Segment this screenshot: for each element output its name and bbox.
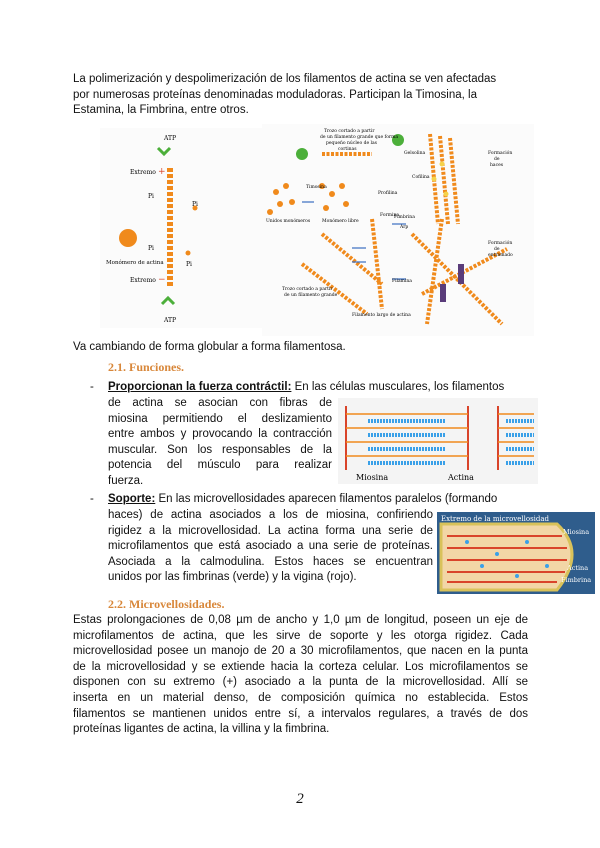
figure-caption: Va cambiando de forma globular a forma filamentosa. xyxy=(73,341,346,353)
bullet-1-line: miosina permitiendo el deslizamiento xyxy=(108,412,332,425)
page-number: 2 xyxy=(296,791,304,807)
bullet-2-line: microfilamentos que está asociado a una serie de proteínas. xyxy=(108,540,433,553)
bullet-1-first-line xyxy=(108,380,528,396)
actin-monomer-icon xyxy=(119,229,137,247)
minus-sign: − xyxy=(158,275,166,285)
actin-binding-proteins-figure xyxy=(262,124,534,336)
fig2-label: Trozo cortado a partir xyxy=(282,287,333,292)
monomero-label: Monómero de actina xyxy=(106,260,164,266)
paragraph-line: inserta en un material denso, de composición química no establecida. Estos xyxy=(73,691,528,704)
fig2-label: Filamento largo de actina xyxy=(352,313,411,318)
paragraph-line: microfilamentos de actina, que les sirve de soporte y les otorga rigidez. Cada xyxy=(73,629,528,642)
bullet-2-first-line xyxy=(108,492,528,508)
bullet-1-line: entre ambos y provocando la contracción xyxy=(108,428,332,441)
bullet-2-text: En las microvellosidades aparecen filamentos paralelos (formando xyxy=(155,493,498,505)
bullet-2-body xyxy=(108,508,433,586)
miosina-label: Miosina xyxy=(356,473,389,482)
paragraph-line: de la microvellosidad y se extiende hacia la corteza celular. Los microfilamentos se xyxy=(73,660,528,673)
fig2-label: Arp xyxy=(400,225,409,230)
fig2-label: cortinas xyxy=(338,147,357,152)
pi-label: Pi xyxy=(192,201,198,208)
bullet-1-body xyxy=(108,396,332,490)
microvellosidades-paragraph xyxy=(73,613,528,738)
bullet-2-line: rigidez a la microvellosidad. La actina forma una serie de xyxy=(108,524,433,537)
fig2-label: Timosina xyxy=(306,185,327,190)
fimbrina-label: Fimbrina xyxy=(561,576,592,584)
microvellosidad-title: Extremo de la microvellosidad xyxy=(441,515,550,523)
miosina-label: Miosina xyxy=(563,528,590,536)
fig2-label: Profilina xyxy=(378,191,398,196)
paragraph-line: Estas prolongaciones de 0,08 µm de ancho y 1,0 µm de longitud, poseen un eje de xyxy=(73,614,528,626)
gelsolina-icon xyxy=(296,148,308,160)
paragraph-line: proteínas ligantes de actina, la villina y la fimbrina. xyxy=(73,723,330,736)
bullet-1-line: muscular. Son los responsables de la xyxy=(108,443,332,456)
intro-line: por numerosas proteínas denominadas moduladoras. Participan la Timosina, la xyxy=(73,88,477,101)
paragraph-line: disponen con su extremo (+) asociado a la punta de la microvellosidad. Allí se xyxy=(73,676,528,689)
intro-line: Estamina, la Fimbrina, entre otros. xyxy=(73,104,249,117)
section-heading-microvellosidades: 2.2. Microvellosidades. xyxy=(108,597,225,611)
bullet-1-line: potencia del músculo para realizar xyxy=(108,459,332,472)
pi-label: Pi xyxy=(148,245,154,252)
fig2-label: de xyxy=(494,247,500,252)
pi-label: Pi xyxy=(148,193,154,200)
bullet-1-line: de actina se asocian con fibras de xyxy=(108,397,332,409)
fig2-label: Trozo cortado a partir xyxy=(324,129,375,134)
plus-sign: + xyxy=(158,167,166,177)
section-heading-funciones: 2.1. Funciones. xyxy=(108,360,185,374)
fig2-label: Unidos monómeros xyxy=(266,219,311,224)
fig2-label: Formina xyxy=(380,213,400,218)
fig2-label: Gelsolina xyxy=(404,151,426,156)
intro-paragraph xyxy=(73,72,533,119)
paragraph-line: microvellosidad posee un manojo de 20 a 30 microfilamentos, que nacen en la punta xyxy=(73,645,528,658)
bullet-1-title: Proporcionan la fuerza contráctil: xyxy=(108,381,292,393)
fig2-label: de xyxy=(494,157,500,162)
bullet-dash: - xyxy=(90,381,94,393)
bullet-1-line: fuerza. xyxy=(108,474,144,487)
bullet-2-line: unidos por las fimbrinas (verde) y la vigina (rojo). xyxy=(108,571,357,584)
extremo-plus-label: Extremo xyxy=(130,169,156,176)
fig2-label: Filamina xyxy=(392,279,412,284)
bullet-2-line: Asociada a la calmodulina. Estos haces se encuentran xyxy=(108,555,433,568)
fig2-label: Fimbrina xyxy=(394,215,415,220)
actina-label: Actina xyxy=(567,564,589,572)
fig2-label: Formación xyxy=(488,241,513,246)
fig2-label: de un filamento grande que forma xyxy=(320,135,399,140)
fig2-label: de un filamento grande xyxy=(284,293,338,298)
fig2-label: entramado xyxy=(488,253,513,258)
paragraph-line: filamentos se mantienen unidos entre sí, a intervalos regulares, a través de dos xyxy=(73,707,528,720)
fig2-label: Monómero libre xyxy=(322,219,359,224)
fig2-label: pequeño núcleo de las xyxy=(326,141,377,146)
pi-label: Pi xyxy=(186,261,192,268)
fig2-label: Formación xyxy=(488,151,513,156)
bullet-2-line: haces) de actina asociados a los de miosina, confiriendo xyxy=(108,509,433,521)
microvillus-figure xyxy=(437,512,595,594)
sarcomere-figure xyxy=(338,398,538,484)
bullet-2-title: Soporte: xyxy=(108,493,156,505)
intro-line: La polimerización y despolimerización de los filamentos de actina se ven afectadas xyxy=(73,73,497,85)
bullet-1-text: En las células musculares, los filamentos xyxy=(291,381,505,393)
extremo-minus-label: Extremo xyxy=(130,277,156,284)
actina-label: Actina xyxy=(448,473,474,482)
fig2-label: haces xyxy=(490,163,504,168)
bullet-dash: - xyxy=(90,493,94,505)
actin-polymerization-figure xyxy=(100,128,270,328)
atp-bottom-label: ATP xyxy=(164,317,177,324)
atp-top-label: ATP xyxy=(164,135,177,142)
fig2-label: Cofilina xyxy=(412,175,430,180)
